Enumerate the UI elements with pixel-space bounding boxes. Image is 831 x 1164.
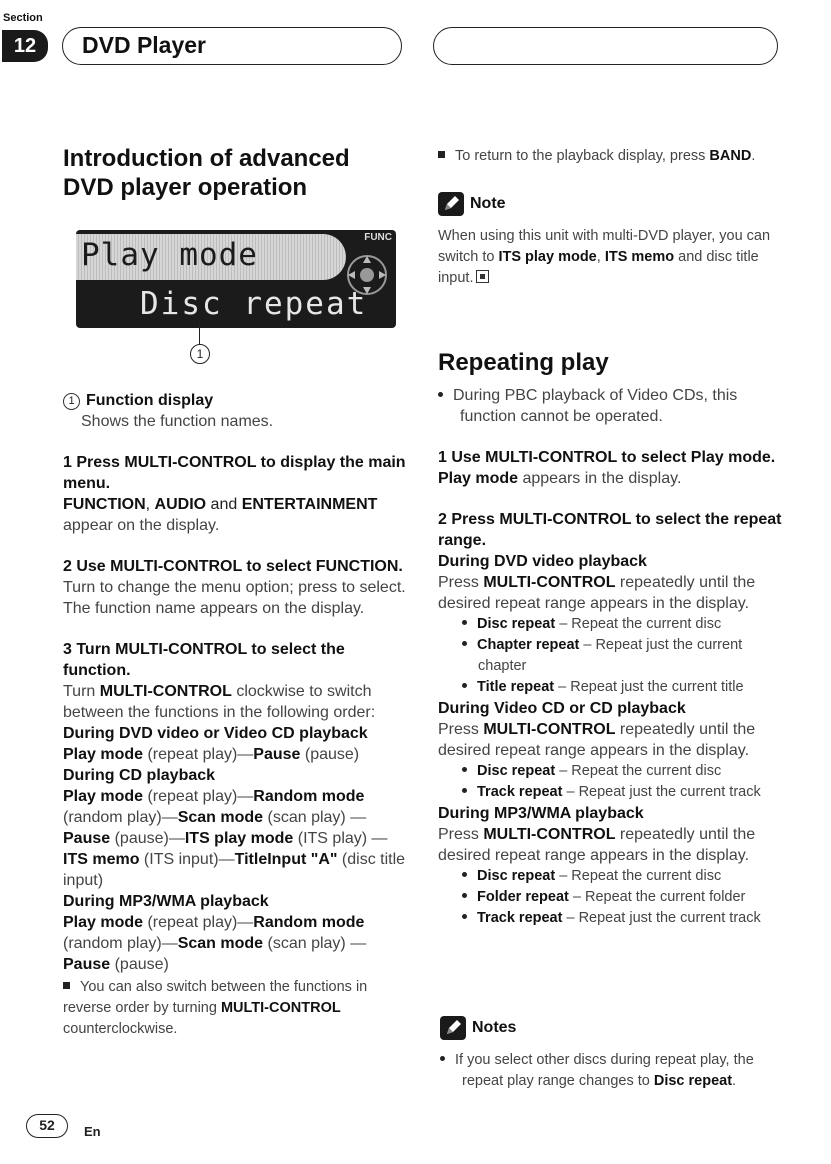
step-text: repeatedly until the desired repeat range appears in the display.	[438, 574, 756, 612]
bullet-dot-icon	[462, 914, 467, 919]
mode-name: TitleInput "A"	[234, 851, 338, 868]
step3-text: Turn	[63, 683, 100, 700]
section-number-badge: 12	[2, 30, 48, 62]
note-text: and disc title input.	[438, 249, 759, 286]
bullet-dot-icon	[462, 893, 467, 898]
control-name: MULTI-CONTROL	[483, 574, 616, 591]
repeat-range-desc: – Repeat the current disc	[555, 763, 722, 779]
mode-desc: (pause)	[110, 956, 169, 973]
step1-bold: ENTERTAINMENT	[241, 496, 378, 513]
mode-name: Play mode	[438, 470, 519, 487]
step-text: appears in the display.	[518, 470, 682, 487]
step1-text: and	[206, 496, 242, 513]
mode-name: Scan mode	[177, 809, 264, 826]
step2-line: The function name appears on the display.	[63, 600, 365, 617]
legend-title: Function display	[86, 392, 214, 409]
left-column-text	[63, 390, 408, 1040]
repeat-range-desc: – Repeat the current disc	[555, 868, 722, 884]
note-pencil-icon	[440, 1016, 466, 1040]
repeat-range-item	[438, 887, 783, 908]
mode-name: Pause	[63, 830, 111, 847]
step1-text: ,	[145, 496, 155, 513]
note-pencil-icon	[438, 192, 464, 216]
mode-desc: (random play)—	[63, 809, 178, 826]
repeat-range-desc: – Repeat the current folder	[568, 889, 746, 905]
notes-body	[440, 1050, 785, 1092]
mode-desc: (ITS input)—	[139, 851, 235, 868]
mp3-playback-head: During MP3/WMA playback	[63, 893, 269, 910]
function-display-image	[76, 230, 396, 328]
reverse-note-text: You can also switch between the functions in reverse order by turning	[63, 979, 368, 1016]
control-name: MULTI-CONTROL	[483, 721, 616, 738]
notes-bold: Disc repeat	[653, 1073, 733, 1089]
dvd-playback-head: During DVD video or Video CD playback	[63, 725, 368, 742]
bullet-dot-icon	[462, 788, 467, 793]
repeat-range-desc: – Repeat just the current track	[562, 784, 761, 800]
square-bullet-icon	[63, 982, 70, 989]
repeat-step1-title: 1 Use MULTI-CONTROL to select Play mode.	[438, 449, 776, 466]
mp3-head: During MP3/WMA playback	[438, 805, 644, 822]
step3-bold: MULTI-CONTROL	[99, 683, 232, 700]
mp3-repeat-list	[438, 866, 783, 929]
note-bold: ITS memo	[604, 249, 675, 265]
return-text: To return to the playback display, press	[455, 148, 710, 164]
return-bullet	[438, 146, 783, 167]
repeat-range-name: Folder repeat	[477, 889, 569, 905]
section-label: Section	[3, 12, 43, 24]
bullet-dot-icon	[462, 872, 467, 877]
bullet-dot-icon	[438, 392, 443, 397]
repeat-range-name: Title repeat	[477, 679, 555, 695]
dvd-repeat-list	[438, 614, 783, 698]
mode-name: Play mode	[63, 914, 144, 931]
mode-desc: (repeat play)—	[143, 746, 254, 763]
repeat-range-desc: – Repeat just the current chapter	[478, 637, 743, 674]
bullet-dot-icon	[462, 683, 467, 688]
mode-name: ITS memo	[63, 851, 140, 868]
repeat-range-name: Track repeat	[477, 910, 563, 926]
callout-number: 1	[190, 344, 210, 364]
repeat-heading: Repeating play	[438, 349, 609, 376]
mode-desc: (scan play) —	[263, 935, 367, 952]
repeat-range-item	[438, 677, 783, 698]
note-header	[438, 192, 506, 216]
repeat-range-name: Track repeat	[477, 784, 563, 800]
step1-bold: AUDIO	[154, 496, 207, 513]
page-number: 52	[26, 1114, 68, 1138]
dvd-video-head: During DVD video playback	[438, 553, 647, 570]
bullet-dot-icon	[462, 767, 467, 772]
notes-text: .	[732, 1073, 737, 1089]
repeat-range-item	[438, 614, 783, 635]
callout-line	[199, 322, 200, 344]
repeat-range-name: Disc repeat	[477, 616, 556, 632]
lcd-bottom-text: Disc repeat	[140, 286, 368, 322]
step-text: Press	[438, 826, 484, 843]
note-title: Note	[470, 195, 506, 212]
notes-text: If you select other discs during repeat play, the repeat play range changes to	[455, 1052, 754, 1089]
note-text: When using this unit with multi-DVD player, you can switch to	[438, 228, 771, 265]
right-column-text	[438, 385, 783, 929]
repeat-range-item	[438, 866, 783, 887]
control-name: MULTI-CONTROL	[483, 826, 616, 843]
repeat-range-item	[438, 782, 783, 803]
step1-text: appear on the display.	[63, 517, 220, 534]
language-label: En	[84, 1124, 101, 1139]
vcd-head: During Video CD or CD playback	[438, 700, 686, 717]
legend-number: 1	[63, 393, 80, 410]
repeat-range-name: Chapter repeat	[477, 637, 580, 653]
mode-desc: (pause)	[300, 746, 360, 763]
mode-desc: (scan play) —	[263, 809, 367, 826]
lcd-top-text: Play mode	[81, 237, 258, 273]
lcd-func-label: FUNC	[364, 232, 392, 243]
step3-text: clockwise to switch between the functions in the following order:	[63, 683, 376, 721]
vcd-repeat-list	[438, 761, 783, 803]
square-bullet-icon	[438, 151, 445, 158]
mode-desc: (repeat play)—	[143, 788, 254, 805]
repeat-range-desc: – Repeat just the current title	[554, 679, 744, 695]
page-title: DVD Player	[82, 32, 207, 58]
repeat-range-item	[438, 635, 783, 677]
return-text: .	[751, 148, 756, 164]
step1-bold: FUNCTION	[63, 496, 146, 513]
step-text: Press	[438, 574, 484, 591]
step2-title: 2 Use MULTI-CONTROL to select FUNCTION.	[63, 558, 403, 575]
step-text: repeatedly until the desired repeat range appears in the display.	[438, 721, 756, 759]
legend-desc: Shows the function names.	[81, 413, 274, 430]
repeat-range-item	[438, 761, 783, 782]
pbc-note: During PBC playback of Video CDs, this function cannot be operated.	[453, 387, 738, 425]
mode-name: Pause	[253, 746, 301, 763]
step3-title: 3 Turn MULTI-CONTROL to select the function.	[63, 641, 345, 679]
repeat-step2-title: 2 Press MULTI-CONTROL to select the repeat range.	[438, 511, 782, 549]
repeat-range-desc: – Repeat the current disc	[555, 616, 722, 632]
mode-name: Random mode	[253, 788, 365, 805]
mode-name: Scan mode	[177, 935, 264, 952]
step2-line: Turn to change the menu option; press to select.	[63, 579, 406, 596]
step1-title: 1 Press MULTI-CONTROL to display the main menu.	[63, 454, 406, 492]
lcd-top-band	[76, 234, 346, 280]
mode-desc: (random play)—	[63, 935, 178, 952]
mode-desc: (ITS play) —	[293, 830, 388, 847]
intro-heading: Introduction of advanced DVD player operation	[63, 145, 350, 201]
mode-name: Play mode	[63, 788, 144, 805]
mode-name: Play mode	[63, 746, 144, 763]
notes-header	[440, 1016, 516, 1040]
note-bold: ITS play mode	[498, 249, 597, 265]
mode-name: ITS play mode	[184, 830, 294, 847]
end-mark-icon	[476, 270, 489, 283]
reverse-note-text: counterclockwise.	[63, 1021, 178, 1037]
mode-desc: (pause)—	[110, 830, 185, 847]
mode-desc: (disc title input)	[63, 851, 406, 889]
note-body	[438, 226, 778, 289]
note-text: ,	[596, 249, 605, 265]
bullet-dot-icon	[462, 620, 467, 625]
mode-name: Random mode	[253, 914, 365, 931]
step-text: repeatedly until the desired repeat range appears in the display.	[438, 826, 756, 864]
bullet-dot-icon	[462, 641, 467, 646]
repeat-range-desc: – Repeat just the current track	[562, 910, 761, 926]
repeat-range-item	[438, 908, 783, 929]
reverse-note-bold: MULTI-CONTROL	[220, 1000, 341, 1016]
cd-playback-head: During CD playback	[63, 767, 216, 784]
repeat-range-name: Disc repeat	[477, 763, 556, 779]
band-button-name: BAND	[709, 148, 752, 164]
mode-name: Pause	[63, 956, 111, 973]
notes-title: Notes	[472, 1019, 517, 1036]
repeat-range-name: Disc repeat	[477, 868, 556, 884]
bullet-dot-icon	[440, 1056, 445, 1061]
step-text: Press	[438, 721, 484, 738]
mode-desc: (repeat play)—	[143, 914, 254, 931]
blank-title-frame	[433, 27, 778, 65]
